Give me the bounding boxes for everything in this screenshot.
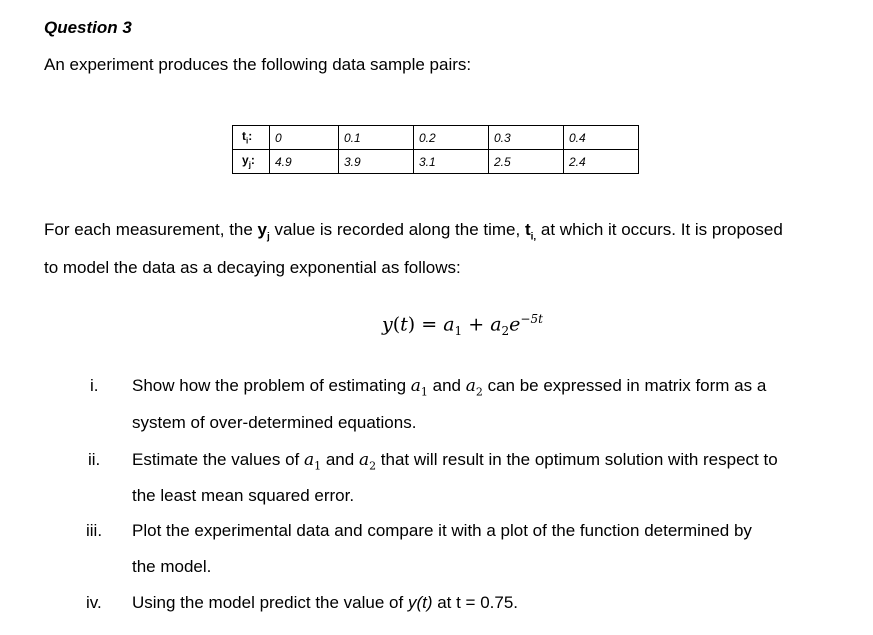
item-numeral-iii: iii. [86, 521, 103, 540]
item-numeral-ii: ii. [88, 450, 101, 469]
y-value: 4.9 [270, 150, 339, 174]
table-row-y [233, 150, 639, 174]
intro-text: An experiment produces the following data sample pairs: [44, 55, 472, 74]
item-ii-line-1: Estimate the values of $a_1$ and $a_2$ that will result in the optimum solution with respect to [132, 450, 778, 473]
item-i-line-2: system of over-determined equations. [132, 413, 417, 432]
t-value: 0.2 [414, 126, 489, 150]
item-numeral-iv: iv. [86, 593, 102, 612]
y-value: 3.1 [414, 150, 489, 174]
item-iii-line-1: Plot the experimental data and compare it with a plot of the function determined by [132, 521, 752, 540]
item-numeral-i: i. [90, 376, 99, 395]
item-i-line-1: Show how the problem of estimating $a_1$ and $a_2$ can be expressed in matrix form as a [132, 376, 767, 399]
t-value: 0.3 [489, 126, 564, 150]
t-value: 0 [270, 126, 339, 150]
question-title: Question 3 [44, 18, 132, 37]
description-line-1: For each measurement, the $y_j$ value is recorded along the time, $t_{i,}$ at which it occurs. It is proposed [44, 220, 783, 243]
y-value: 2.4 [564, 150, 639, 174]
item-iii-line-2: the model. [132, 557, 212, 576]
table-row-t [233, 126, 639, 150]
t-header: $t_i$: [233, 126, 270, 150]
t-value: 0.4 [564, 126, 639, 150]
item-iv-line-1: Using the model predict the value of y(t) at t = 0.75. [132, 593, 519, 612]
description-line-2: to model the data as a decaying exponential as follows: [44, 258, 461, 277]
y-value: 3.9 [339, 150, 414, 174]
t-value: 0.1 [339, 126, 414, 150]
y-value: 2.5 [489, 150, 564, 174]
model-equation: $y(t) = a_1 + a_2e^{-5t}$ [382, 312, 543, 339]
y-header: $y_j$: [233, 150, 270, 174]
item-ii-line-2: the least mean squared error. [132, 486, 355, 505]
data-table [232, 125, 639, 174]
